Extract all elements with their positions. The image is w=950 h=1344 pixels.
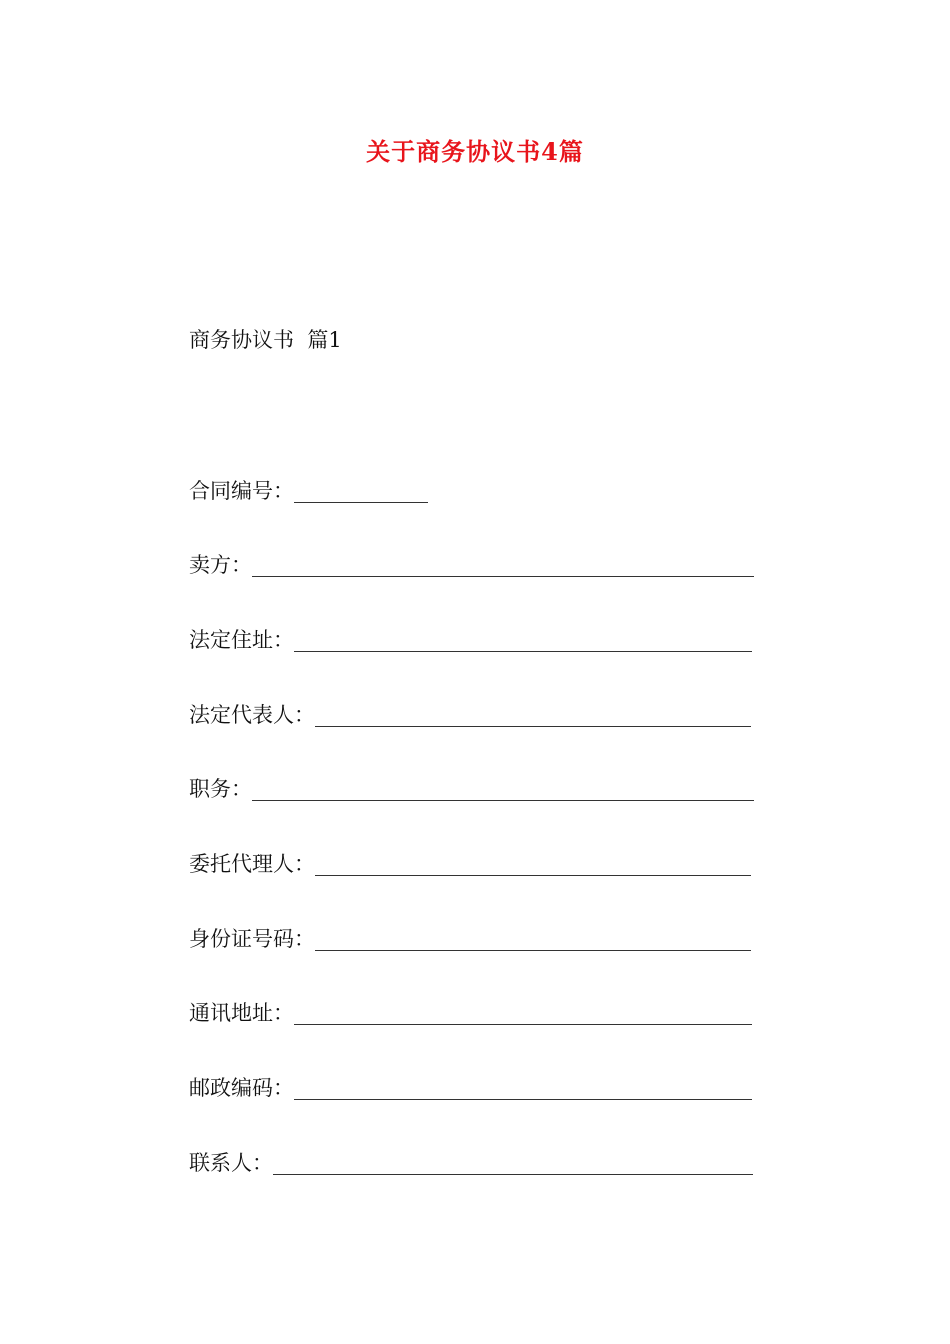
blank-line	[294, 629, 752, 652]
field-label: 邮政编码：	[189, 1076, 294, 1100]
document-title: 关于商务协议书4篇	[366, 137, 584, 166]
section-heading: 商务协议书 篇1	[189, 328, 342, 352]
blank-line	[294, 480, 428, 503]
blank-line	[315, 928, 751, 951]
blank-line	[315, 853, 751, 876]
form-field-seller	[189, 546, 754, 580]
form-field-contact-person	[189, 1144, 753, 1178]
form-field-authorized-agent	[189, 845, 751, 879]
blank-line	[294, 1002, 752, 1025]
field-label: 合同编号：	[189, 479, 294, 503]
form-field-id-number	[189, 920, 751, 954]
field-label: 联系人：	[189, 1151, 273, 1175]
field-label: 卖方：	[189, 553, 252, 577]
field-label: 职务：	[189, 777, 252, 801]
blank-line	[315, 704, 751, 727]
field-label: 身份证号码：	[189, 927, 315, 951]
form-field-legal-address	[189, 621, 752, 655]
form-field-postal-code	[189, 1069, 752, 1103]
form-field-position	[189, 770, 754, 804]
field-label: 法定代表人：	[189, 703, 315, 727]
blank-line	[273, 1152, 753, 1175]
field-label: 委托代理人：	[189, 852, 315, 876]
form-field-mailing-address	[189, 994, 752, 1028]
blank-line	[252, 778, 754, 801]
form-field-legal-representative	[189, 696, 751, 730]
blank-line	[252, 554, 754, 577]
field-label: 法定住址：	[189, 628, 294, 652]
blank-line	[294, 1077, 752, 1100]
field-label: 通讯地址：	[189, 1001, 294, 1025]
form-field-contract-number	[189, 472, 428, 506]
